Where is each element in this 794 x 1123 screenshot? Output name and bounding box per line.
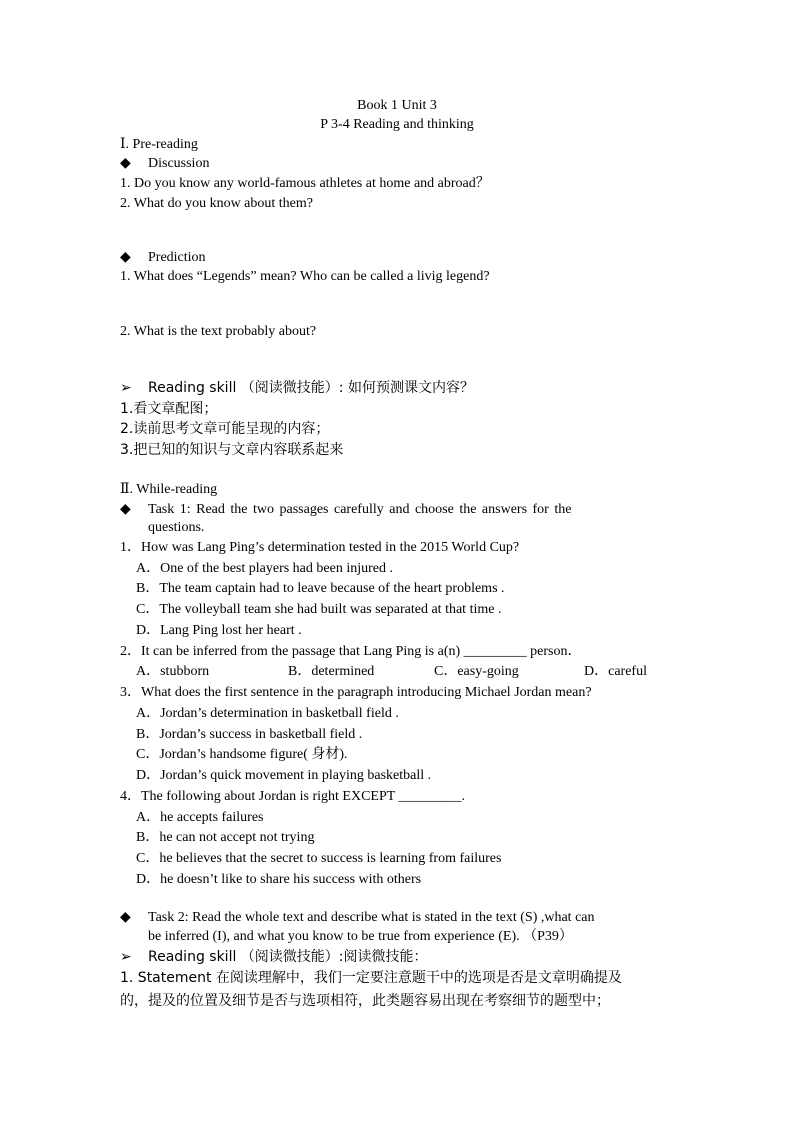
prediction-question-1: 1. What does “Legends” mean? Who can be called a livig legend? [120,269,490,284]
question-1: 1．How was Lang Ping’s determination tested in the 2015 World Cup? [120,540,520,555]
reading-skill-label-2: Reading skill （阅读微技能）:阅读微技能： [148,949,428,965]
task-2-text-line-2: be inferred (I), and what you know to be true from experience (E). （P39） [148,929,573,944]
question-3-option-d: D．Jordan’s quick movement in playing basketball . [136,768,432,783]
question-3-option-a: A．Jordan’s determination in basketball field . [136,706,399,721]
prediction-heading [120,249,206,267]
question-3: 3．What does the first sentence in the paragraph introducing Michael Jordan mean? [120,685,592,700]
question-2-options [136,663,666,681]
section-heading-pre-reading: Ⅰ. Pre-reading [120,137,198,152]
task-2-text-line-1: Task 2: Read the whole text and describe what is stated in the text (S) ,what can [148,910,595,925]
arrow-bullet-icon: ➢ [120,950,132,965]
diamond-bullet-icon: ◆ [120,502,131,517]
task-2-instruction [120,909,672,927]
prediction-question-2: 2. What is the text probably about? [120,324,317,339]
reading-skill-tip-2: 2.读前思考文章可能呈现的内容； [120,421,330,437]
question-2-option-a: A．stubborn [136,664,210,679]
question-2-option-d: D．careful [584,664,647,679]
prediction-label: Prediction [148,250,206,265]
task-1-instruction [120,501,672,519]
question-4-option-b: B．he can not accept not trying [136,830,315,845]
diamond-bullet-icon: ◆ [120,910,131,925]
question-2-option-b: B．determined [288,664,375,679]
diamond-bullet-icon: ◆ [120,156,131,171]
discussion-heading [120,155,209,173]
reading-skill-heading-2 [120,948,428,967]
question-1-option-c: C．The volleyball team she had built was separated at that time . [136,602,502,617]
discussion-label: Discussion [148,156,210,171]
question-1-option-a: A．One of the best players had been injured . [136,561,393,576]
diamond-bullet-icon: ◆ [120,250,131,265]
question-2-option-c: C．easy-going [434,664,519,679]
reading-skill-label: Reading skill （阅读微技能）: 如何预测课文内容？ [148,380,474,396]
question-4-option-c: C．he believes that the secret to success is learning from failures [136,851,502,866]
task-1-text-line-2: questions. [148,520,205,535]
reading-skill-tip-1: 1.看文章配图； [120,401,218,417]
statement-line-2: 的，提及的位置及细节是否与选项相符，此类题容易出现在考察细节的题型中； [120,993,610,1009]
question-3-option-c: C．Jordan’s handsome figure( 身材). [136,747,348,762]
doc-title: Book 1 Unit 3 [357,98,437,113]
question-1-option-b: B．The team captain had to leave because of the heart problems . [136,581,505,596]
question-4-option-a: A．he accepts failures [136,810,264,825]
question-3-option-b: B．Jordan’s success in basketball field . [136,727,363,742]
doc-subtitle: P 3-4 Reading and thinking [320,117,474,132]
task-1-text-line-1: Task 1: Read the two passages carefully and choose the answers for the [148,502,572,517]
question-4: 4．The following about Jordan is right EXCEPT _________. [120,789,466,804]
statement-line-1: 1. Statement 在阅读理解中，我们一定要注意题干中的选项是否是文章明确提及 [120,970,622,986]
question-1-option-d: D．Lang Ping lost her heart . [136,623,302,638]
reading-skill-heading [120,379,474,398]
discussion-question-1: 1. Do you know any world-famous athletes at home and abroad？ [120,176,490,191]
question-4-option-d: D．he doesn’t like to share his success with others [136,872,422,887]
discussion-question-2: 2. What do you know about them? [120,196,313,211]
arrow-bullet-icon: ➢ [120,381,132,396]
reading-skill-tip-3: 3.把已知的知识与文章内容联系起来 [120,442,344,458]
question-2: 2．It can be inferred from the passage that Lang Ping is a(n) _________ person． [120,644,582,659]
section-heading-while-reading: Ⅱ. While-reading [120,482,218,497]
